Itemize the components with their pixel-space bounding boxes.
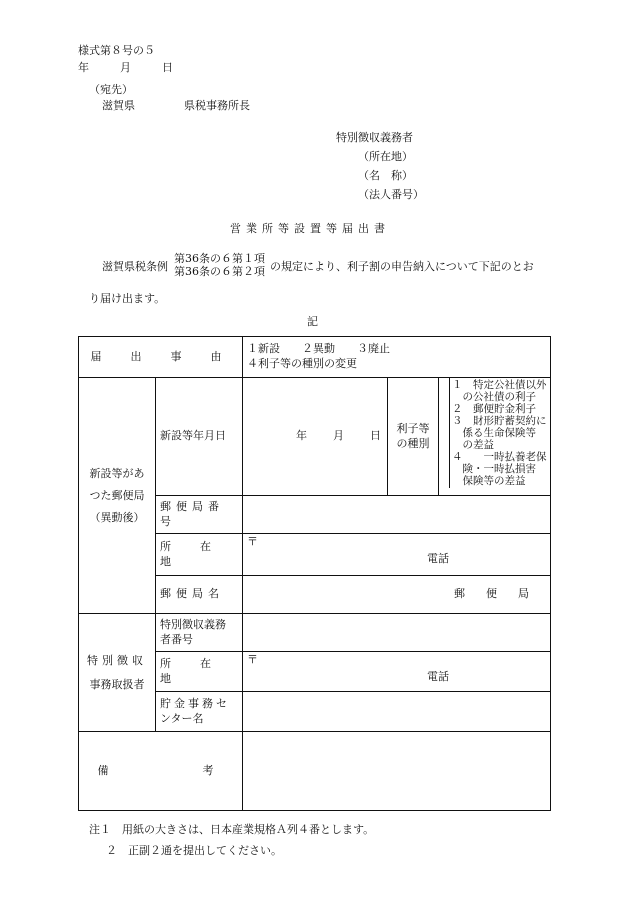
savings-center-label-2: ンター名 [160,711,204,725]
interest-type-item: の公社債の利子 [452,391,536,403]
intro-text: の規定により、利子割の申告納入について下記のとお [270,260,534,273]
post-office-group-line1: 新設等があ [89,466,145,480]
reason-label: 届 出 事 由 [79,337,243,378]
tax-office: 県税事務所長 [184,99,250,112]
date-day: 日 [162,61,173,74]
interest-type-item: ４ 一時払養老保 [452,451,547,463]
post-office-group-line3: （異動後） [89,510,145,524]
form-number: 様式第８号の５ [78,44,155,57]
date-field-year: 年 [296,429,307,443]
interest-type-label [388,378,439,496]
page-title: 営業所等設置等届出書 [230,222,390,235]
post-office-suffix: 郵 便 局 [454,587,535,601]
post-office-number-label: 郵便局番号 [156,496,243,534]
obligor-corp-no: （法人番号） [358,188,424,201]
row-remarks [79,732,551,811]
obligor-name: （名 称） [358,169,413,182]
remarks-label [79,732,243,811]
obligor-number-field[interactable] [243,614,551,652]
obligor-title: 特別徴収義務者 [336,131,413,144]
post-office-address-label: 所 在 地 [156,534,243,576]
intro-clause-1: 第36条の６第１項 [174,252,265,265]
obligor-number-label [156,614,243,652]
post-office-group-line2: つた郵便局 [89,488,145,502]
post-office-number-field[interactable] [243,496,551,534]
note-1: 注１ 用紙の大きさは、日本産業規格Ａ列４番とします。 [89,823,375,836]
date-line [78,61,173,75]
obligor-address: （所在地） [358,150,413,163]
date-field-day: 日 [370,429,381,443]
tel-label-2: 電話 [427,669,449,683]
remarks-label-text: 備 考 [97,763,224,777]
savings-center-label-1: 貯金事務セ [160,697,230,711]
date-field-month: 月 [333,429,344,443]
remarks-field[interactable] [243,732,551,811]
row-obligor-no [79,614,551,652]
interest-type-item: 係る生命保険等 [452,427,536,439]
interest-type-label-1: 利子等 [396,421,430,435]
handler-group-line1: 特別徴収 [87,654,147,668]
reason-options[interactable] [243,337,551,378]
interest-type-item: 保険等の差益 [452,475,526,487]
date-month: 月 [120,61,131,74]
postal-mark-2: 〒 [247,653,258,666]
note-2: ２ 正副２通を提出してください。 [106,844,282,857]
date-label: 新設等年月日 [156,378,243,496]
handler-address-label: 所 在 地 [156,652,243,692]
interest-type-item: の差益 [452,439,494,451]
interest-type-item: ２ 郵便貯金利子 [452,403,536,415]
post-office-address-field[interactable] [243,534,551,576]
reason-options-line2: ４利子等の種別の変更 [247,357,357,370]
postal-mark: 〒 [247,535,258,548]
row-reason [79,337,551,378]
addressee-label: （宛先） [89,83,133,96]
obligor-number-label-2: 者番号 [160,632,193,646]
date-field[interactable] [243,378,388,496]
obligor-number-label-1: 特別徴収義務 [160,618,226,632]
intro-clause-2: 第36条の６第２項 [174,265,265,278]
interest-type-item: 険・一時払損害 [452,463,536,475]
handler-address-field[interactable] [243,652,551,692]
interest-type-label-2: の種別 [396,436,430,450]
tel-label: 電話 [427,551,449,565]
intro-text-line2: り届け出ます。 [89,292,166,305]
date-year: 年 [78,61,89,74]
interest-type-item: １ 特定公社債以外 [452,379,547,391]
post-office-name-label: 郵便局名 [156,576,243,614]
interest-type-list [450,378,549,488]
interest-type-options[interactable] [439,378,551,496]
savings-center-label [156,692,243,732]
post-office-name-field[interactable] [243,576,551,614]
post-office-group-label [79,378,156,614]
savings-center-field[interactable] [243,692,551,732]
reason-options-line1: １新設 ２異動 ３廃止 [247,342,390,356]
handler-group-line2: 事務取扱者 [89,677,145,691]
ki-mark: 記 [307,315,318,328]
prefecture: 滋賀県 [102,99,135,112]
row-date [79,378,551,496]
intro-ordinance: 滋賀県税条例 [102,260,168,273]
interest-type-item: ３ 財形貯蓄契約に [452,415,547,427]
intro-clauses [174,252,265,278]
handler-group-label [79,614,156,732]
notification-table [78,336,551,811]
